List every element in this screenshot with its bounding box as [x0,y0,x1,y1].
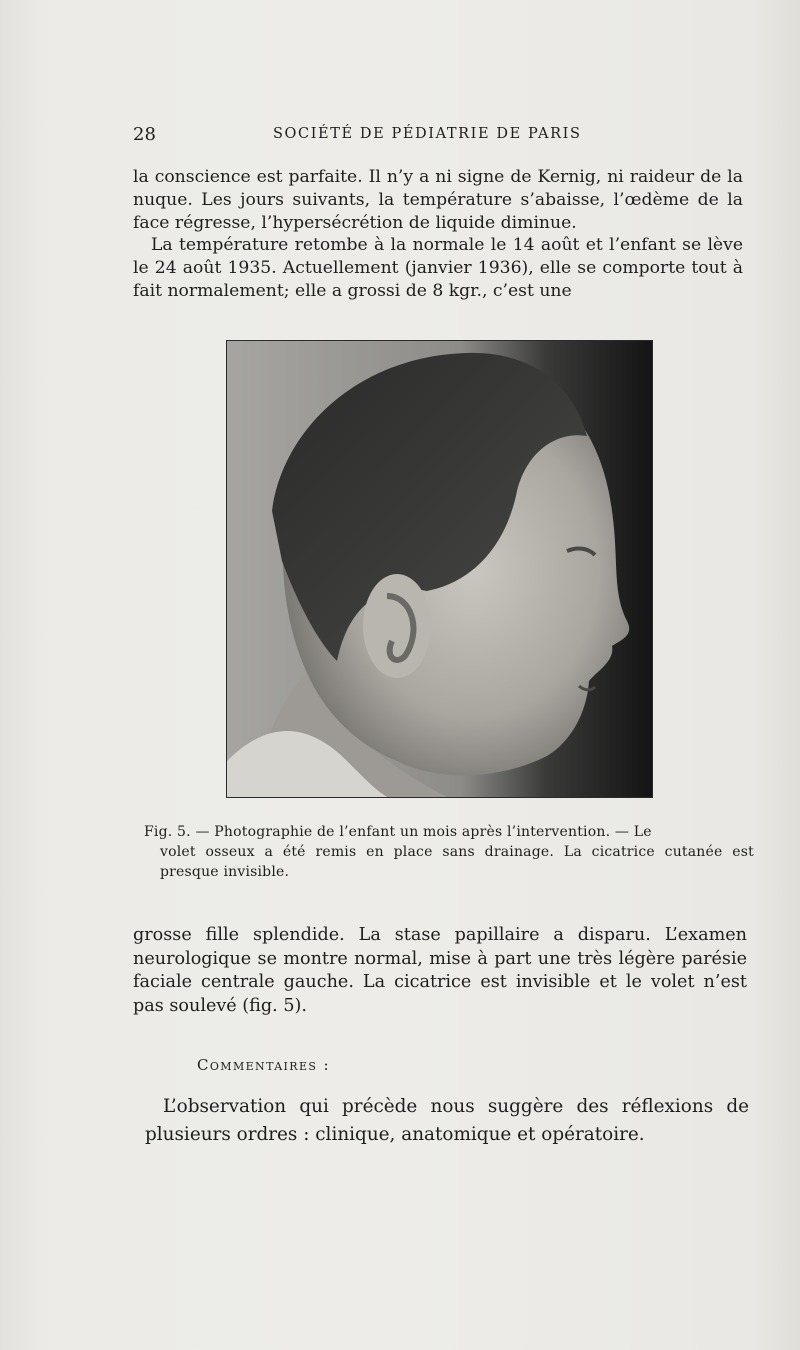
paragraph-2: La température retombe à la normale le 14 août et l’enfant se lève le 24 août 1935. Actuellement (janvier 1936), elle se comporte tout à fait normalement; elle a grossi de 8 kgr., c’est une [133,235,743,301]
patient-photograph [226,340,653,798]
caption-line-1: Fig. 5. — Photographie de l’enfant un mois après l’intervention. — Le [144,824,652,840]
running-head [133,124,753,148]
paragraph-1: la conscience est parfaite. Il n’y a ni signe de Kernig, ni raideur de la nuque. Les jours suivants, la température s’abaisse, l’œdème de la face régresse, l’hypersécrétion de liquide diminue. [133,167,743,233]
paragraph-3: grosse fille splendide. La stase papillaire a disparu. L’examen neurologique se montre normal, mise à part une très légère parésie faciale centrale gauche. La cicatrice est invisible et le volet n’est pas soulevé (fig. 5). [133,925,747,1016]
photograph-illustration [227,341,652,797]
page-number: 28 [133,124,156,145]
paragraph-4: L’observation qui précède nous suggère des réflexions de plusieurs ordres : clinique, anatomique et opératoire. [145,1096,749,1145]
figure-caption [144,822,754,882]
section-heading: Commentaires : [197,1056,330,1074]
caption-line-2: volet osseux a été remis en place sans drainage. La cicatrice cutanée est presque invisible. [160,844,754,880]
journal-title: SOCIÉTÉ DE PÉDIATRIE DE PARIS [273,126,582,142]
